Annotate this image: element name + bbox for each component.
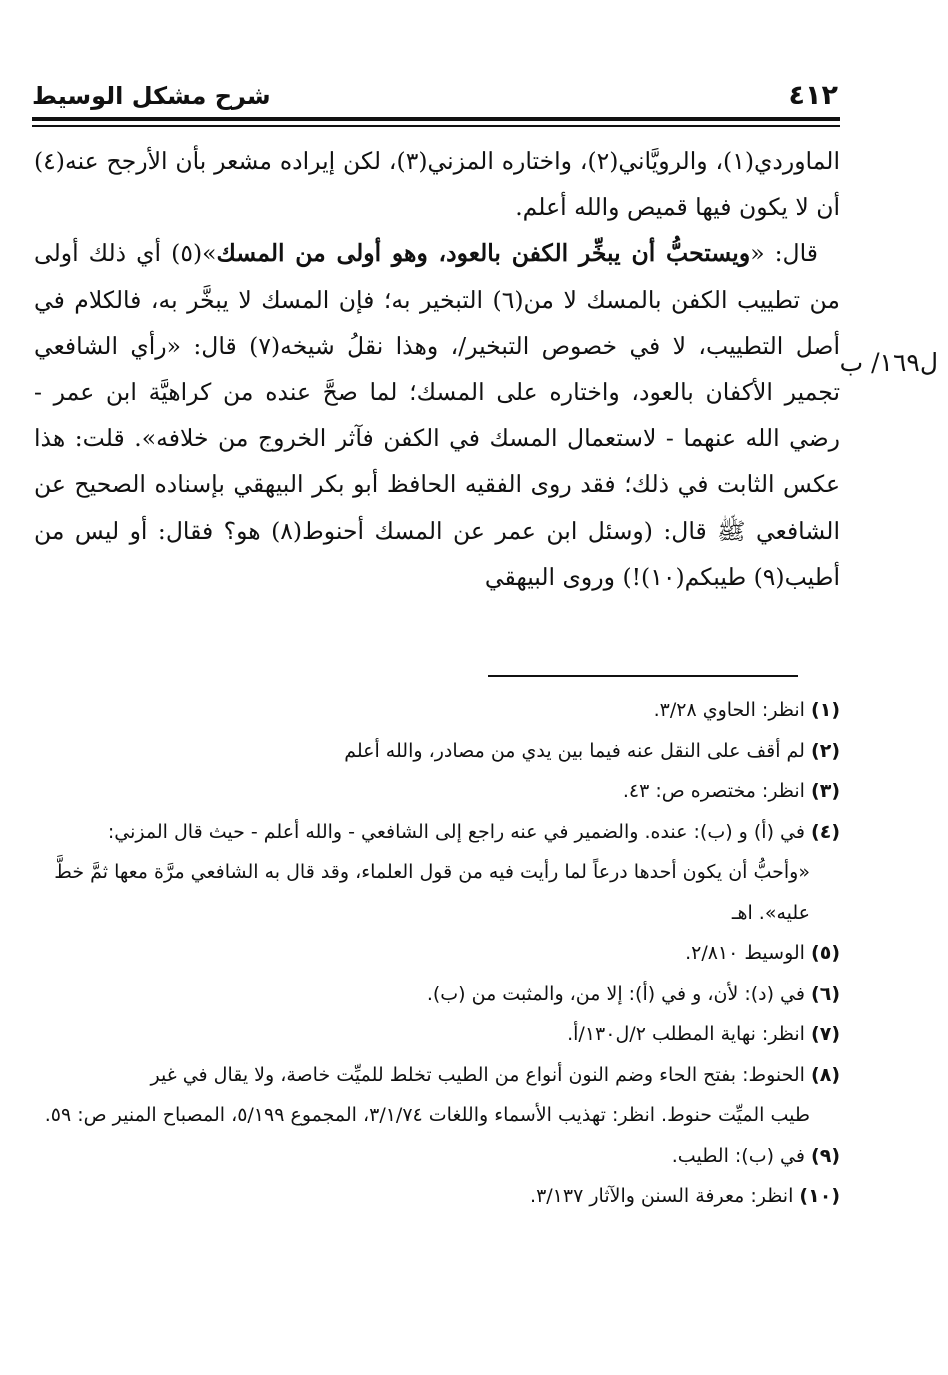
footnote-text: انظر: الحاوي ٣/٢٨.	[653, 699, 805, 721]
footnote-text: الوسيط ٢/٨١٠.	[685, 942, 805, 964]
footnote-3	[34, 771, 840, 812]
footnote-text: الحنوط: بفتح الحاء وضم النون أنواع من الطيب تخلط للميِّت خاصة، ولا يقال في غير	[150, 1063, 805, 1086]
paragraph-2	[34, 230, 840, 600]
running-title: شرح مشكل الوسيط	[32, 82, 271, 110]
footnote-number: (٦)	[811, 982, 840, 1005]
commentary-text: »(٥) أي ذلك أولى من تطييب الكفن بالمسك لا من(٦) التبخير به؛ فإن المسك لا يبخَّر به، فالكلام في أصل التطييب، لا في خصوص التبخير/، وهذا نقلُ شيخه(٧) قال: «رأي الشافعي تجمير الأكفان بالعود، واختاره على المسك؛ لما صحَّ عنده من كراهيَّة ابن عمر - رضي الله عنهما - لاستعمال المسك في الكفن فآثر الخروج من خلافه». قلت: هذا عكس الثابت في ذلك؛ فقد روى الفقيه الحافظ أبو بكر البيهقي بإسناده الصحيح عن الشافعي ﷺ قال: (وسئل ابن عمر عن المسك أحنوط(٨) هو؟ فقال: أو ليس من أطيب(٩) طيبكم(١٠)!) وروى البيهقي	[34, 239, 841, 591]
footnote-1	[34, 690, 840, 731]
footnote-7	[34, 1014, 840, 1055]
paragraph-1: الماوردي(١)، والرويَّاني(٢)، واختاره المزني(٣)، لكن إيراده مشعر بأن الأرجح عنه(٤) أن لا يكون فيها قميص والله أعلم.	[34, 147, 840, 222]
footnote-text: في (أ) و (ب): عنده. والضمير في عنه راجع إلى الشافعي - والله أعلم - حيث قال المزني:	[107, 820, 805, 843]
header-rule-thick	[32, 117, 840, 121]
footnote-number: (٨)	[811, 1063, 840, 1086]
footnote-10	[34, 1176, 840, 1217]
page-number: ٤١٢	[788, 80, 838, 111]
footnote-text: انظر: مختصره ص: ٤٣.	[622, 780, 805, 802]
footnote-continuation: «وأحبُّ أن يكون أحدها درعاً لما رأيت فيه من قول العلماء، وقد قال به الشافعي مرَّة معها ثمَّ خطَّ عليه». اهـ	[54, 861, 810, 924]
footnotes	[34, 690, 840, 1217]
footnote-5	[34, 933, 840, 974]
footnote-number: (٩)	[811, 1144, 840, 1167]
footnote-number: (٧)	[811, 1023, 840, 1045]
footnote-continuation: طيب الميِّت حنوط. انظر: تهذيب الأسماء واللغات ٣/١/٧٤، المجموع ٥/١٩٩، المصباح المنير ص: ٥٩.	[44, 1104, 810, 1126]
footnote-number: (١)	[811, 699, 840, 721]
footnote-number: (٤)	[811, 820, 840, 843]
footnote-6	[34, 974, 840, 1015]
quote-open: قال: «	[750, 239, 819, 268]
header-rule-thin	[32, 125, 840, 127]
matn-quote: ويستحبُّ أن يبخِّر الكفن بالعود، وهو أولى من المسك	[216, 239, 751, 268]
footnote-text: انظر: معرفة السنن والآثار ٣/١٣٧.	[530, 1185, 794, 1207]
page-header	[32, 78, 840, 114]
footnote-number: (٢)	[811, 739, 840, 762]
main-text	[34, 138, 840, 600]
footnote-number: (٥)	[811, 942, 840, 964]
footnote-number: (٣)	[811, 780, 840, 802]
footnote-text: انظر: نهاية المطلب ٢/ل١٣٠/أ.	[567, 1023, 805, 1045]
footnote-4	[34, 812, 840, 934]
footnote-text: لم أقف على النقل عنه فيما بين يدي من مصادر، والله أعلم	[344, 739, 805, 762]
footnote-9	[34, 1136, 840, 1177]
footnote-2	[34, 731, 840, 772]
manuscript-folio-marker: ل١٦٩/ ب	[839, 348, 938, 377]
footnote-text: في (د): لأن، و في (أ): إلا من، والمثبت من (ب).	[426, 982, 805, 1005]
footnote-text: في (ب): الطيب.	[671, 1144, 805, 1167]
footnote-8	[34, 1055, 840, 1136]
footnote-separator	[488, 675, 798, 677]
footnote-number: (١٠)	[799, 1185, 840, 1207]
